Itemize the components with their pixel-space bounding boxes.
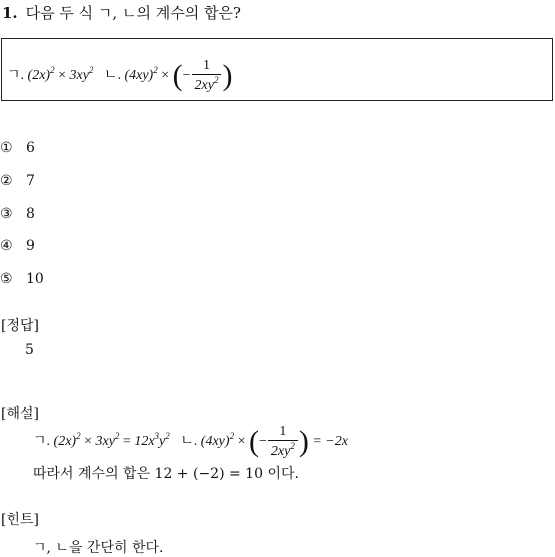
answer-value: 5 <box>25 342 34 358</box>
expr-a-exp: 2 <box>50 65 55 76</box>
choice-marker: ② <box>0 173 13 189</box>
choice-marker: ④ <box>0 238 13 254</box>
expl-fraction-denominator-exp: 2 <box>290 441 295 451</box>
explanation-heading: [해설] <box>1 406 39 422</box>
expr-b-base: (4xy) <box>124 68 154 84</box>
expl-b-result: = −2x <box>312 434 348 450</box>
expl-a-base: (2x) <box>53 434 77 450</box>
choice-5[interactable] <box>0 271 44 287</box>
choice-4[interactable] <box>0 238 35 254</box>
expl-a-exp: 2 <box>76 431 81 442</box>
expl-fraction-denominator: 2xy <box>270 444 291 459</box>
explanation-line-2: 따라서 계수의 합은 12 + (−2) = 10 이다. <box>33 466 299 482</box>
choice-value: 10 <box>26 271 44 287</box>
answer-heading: [정답] <box>1 318 39 334</box>
choice-marker: ① <box>0 140 13 156</box>
expr-a-base: (2x) <box>27 68 51 84</box>
hint-heading: [힌트] <box>1 512 39 528</box>
expl-a-times: × <box>84 434 92 450</box>
expl-a-eq: = <box>122 434 131 450</box>
expr-a-label: ㄱ. <box>7 68 25 84</box>
fraction-denominator: 2xy <box>194 78 214 93</box>
expl-b-exp: 2 <box>229 431 235 442</box>
expl-right-paren: ) <box>298 425 309 458</box>
expr-a-times: × <box>58 68 66 84</box>
expl-a-result-2: y <box>159 434 166 450</box>
expl-b-base: (4xy) <box>200 434 230 450</box>
expr-a-term: 3xy <box>69 68 89 84</box>
expl-a-term: 3xy <box>95 434 115 450</box>
hint-text: ㄱ, ㄴ을 간단히 한다. <box>33 540 164 556</box>
box-expressions <box>7 58 232 94</box>
expr-b-fraction <box>192 58 222 94</box>
choice-marker: ③ <box>0 206 13 222</box>
choice-1[interactable] <box>0 140 35 156</box>
expl-a-term-exp: 2 <box>114 431 120 442</box>
expl-a-label: ㄱ. <box>33 434 51 450</box>
explanation-line-1 <box>33 424 348 460</box>
choice-3[interactable] <box>0 206 35 222</box>
expr-b-label: ㄴ. <box>103 68 121 84</box>
expr-b-minus: − <box>182 68 191 84</box>
expl-b-fraction <box>268 424 298 460</box>
expr-b-times: × <box>161 68 170 84</box>
expl-a-result-exp2: 2 <box>165 431 170 442</box>
choice-marker: ⑤ <box>0 271 13 287</box>
right-paren: ) <box>222 59 233 92</box>
expl-fraction-numerator: 1 <box>268 424 298 441</box>
expl-b-label: ㄴ. <box>180 434 198 450</box>
fraction-numerator: 1 <box>192 58 222 75</box>
choice-2[interactable] <box>0 173 35 189</box>
expl-a-result-1: 12x <box>134 434 155 450</box>
question-number: 1. <box>2 4 18 22</box>
expl-a-result-exp1: 3 <box>154 431 160 442</box>
question-text: 다음 두 식 ㄱ, ㄴ의 계수의 합은? <box>25 4 241 22</box>
choice-value: 9 <box>26 238 35 254</box>
choice-value: 8 <box>26 206 35 222</box>
expr-a-term-exp: 2 <box>88 65 94 76</box>
expr-b-exp: 2 <box>153 65 158 76</box>
left-paren: ( <box>172 59 183 92</box>
expl-b-times: × <box>237 434 246 450</box>
expl-b-minus: − <box>258 434 267 450</box>
expl-left-paren: ( <box>248 425 259 458</box>
fraction-denominator-exp: 2 <box>213 75 219 85</box>
choice-value: 6 <box>26 140 35 156</box>
choice-value: 7 <box>26 173 35 189</box>
question-line <box>2 2 241 23</box>
